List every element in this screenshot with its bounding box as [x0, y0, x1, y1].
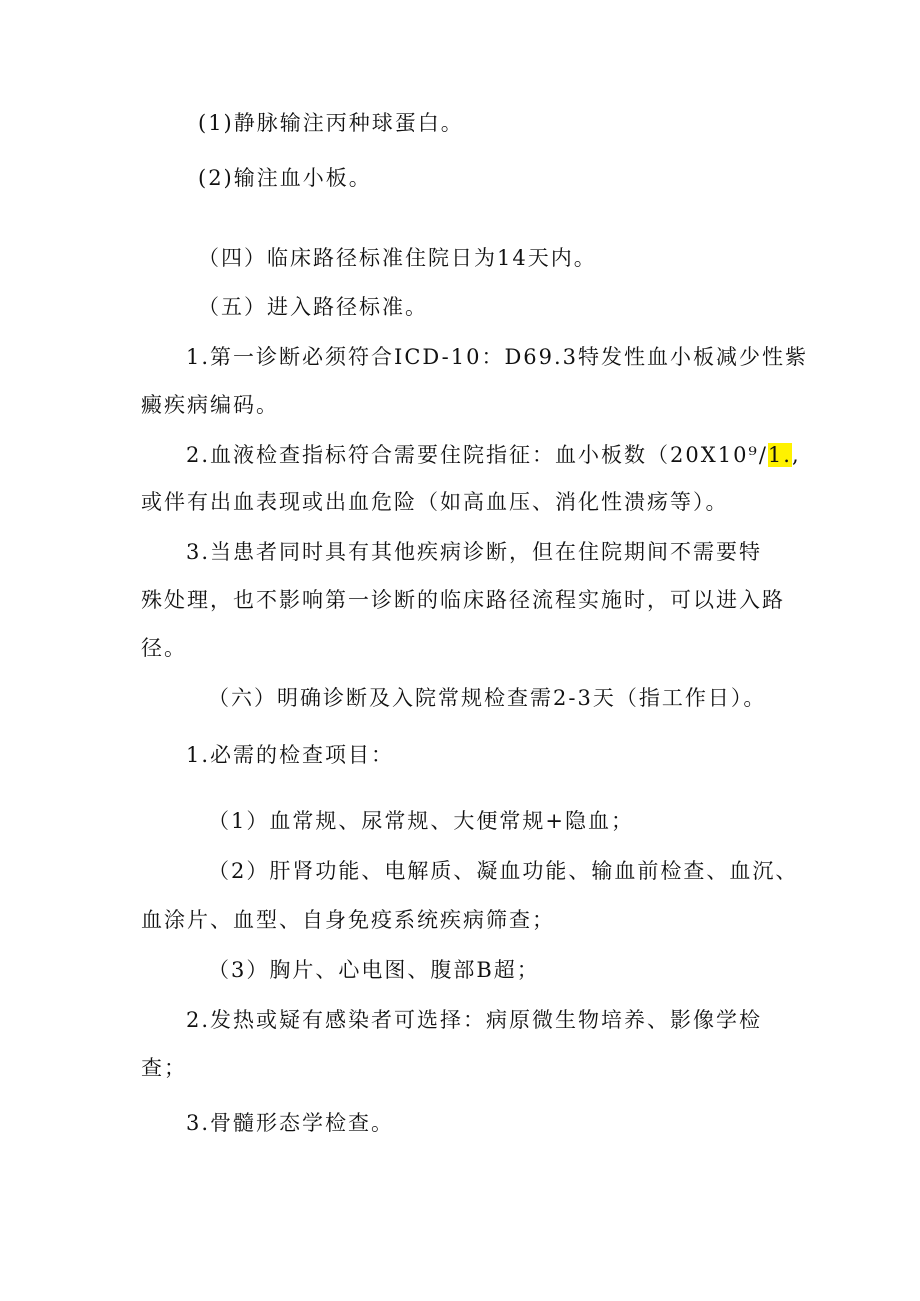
highlighted-text: 1. — [767, 443, 792, 467]
list-item: （2）肝肾功能、电解质、凝血功能、输血前检查、血沉、 — [208, 859, 799, 883]
paragraph-line: 径。 — [141, 636, 187, 660]
paragraph-line — [186, 440, 801, 470]
section-heading: （六）明确诊断及入院常规检查需2-3天（指工作日）。 — [208, 686, 767, 710]
paragraph-line: 殊处理，也不影响第一诊断的临床路径流程实施时，可以进入路 — [141, 588, 785, 612]
paragraph-line: 3.骨髓形态学检查。 — [186, 1111, 395, 1135]
paragraph-line: 查； — [141, 1056, 187, 1080]
paragraph-line: 或伴有出血表现或出血危险（如高血压、消化性溃疡等）。 — [141, 490, 729, 514]
paragraph-text: 2.血液检查指标符合需要住院指征：血小板数（20X10⁹/ — [186, 443, 768, 467]
list-item: （1）血常规、尿常规、大便常规+隐血； — [208, 809, 634, 833]
paragraph-line: 癜疾病编码。 — [141, 393, 279, 417]
list-item: 血涂片、血型、自身免疫系统疾病筛查； — [141, 908, 555, 932]
section-heading: （五）进入路径标准。 — [198, 295, 428, 319]
paragraph-line: 1.第一诊断必须符合ICD-10：D69.3特发性血小板减少性紫 — [186, 345, 809, 369]
paragraph-line: 2.发热或疑有感染者可选择：病原微生物培养、影像学检 — [186, 1008, 763, 1032]
list-item: （3）胸片、心电图、腹部B超； — [208, 958, 540, 982]
paragraph-line: (2)输注血小板。 — [198, 166, 372, 190]
paragraph-line: 1.必需的检查项目： — [186, 743, 395, 767]
paragraph-text: , — [791, 443, 801, 467]
paragraph-line: 3.当患者同时具有其他疾病诊断，但在住院期间不需要特 — [186, 540, 763, 564]
section-heading: （四）临床路径标准住院日为14天内。 — [198, 246, 597, 270]
paragraph-line: (1)静脉输注丙种球蛋白。 — [198, 111, 464, 135]
